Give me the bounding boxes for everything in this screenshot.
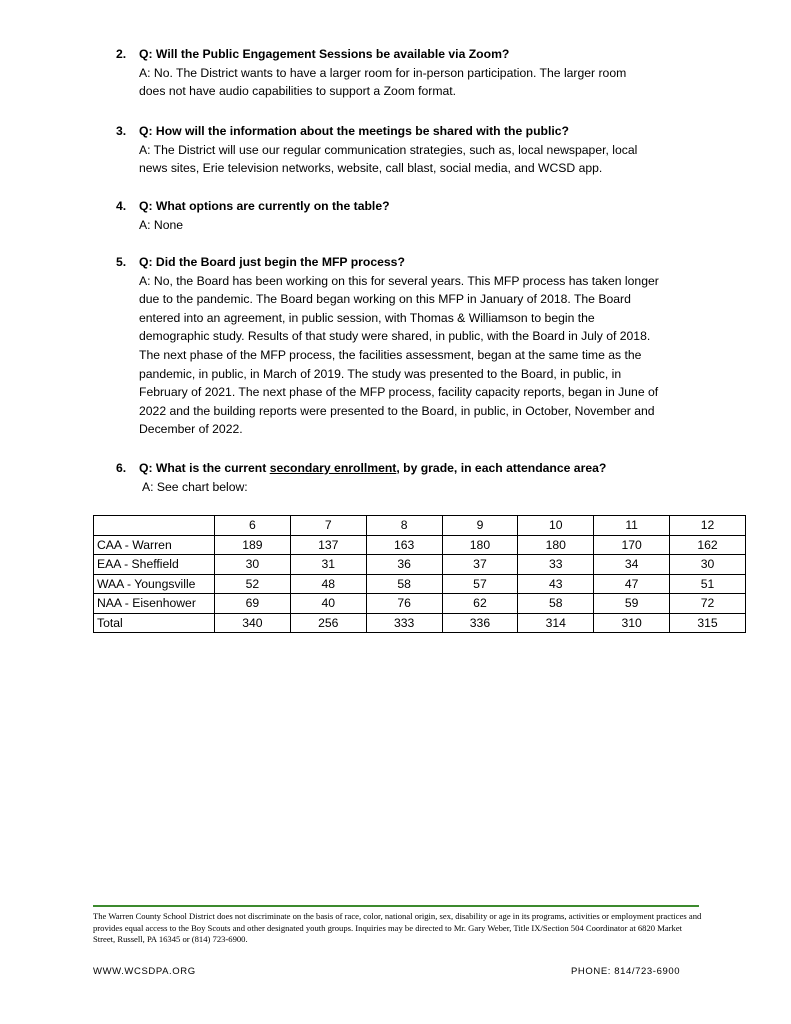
table-header-cell: 9 (442, 516, 518, 536)
table-header-cell: 10 (518, 516, 594, 536)
value-cell: 43 (518, 574, 594, 594)
value-cell: 59 (594, 594, 670, 614)
area-cell: CAA - Warren (94, 535, 215, 555)
area-cell: NAA - Eisenhower (94, 594, 215, 614)
value-cell: 30 (670, 555, 746, 575)
value-cell: 137 (290, 535, 366, 555)
table-row (94, 555, 746, 575)
value-cell: 336 (442, 613, 518, 633)
value-cell: 52 (215, 574, 291, 594)
value-cell: 62 (442, 594, 518, 614)
answer-line: December of 2022. (139, 422, 243, 437)
value-cell: 69 (215, 594, 291, 614)
table-header-cell: 6 (215, 516, 291, 536)
value-cell: 333 (366, 613, 442, 633)
answer-line: pandemic, in public, in March of 2019. The study was presented to the Board, in public, in (139, 366, 622, 381)
value-cell: 58 (366, 574, 442, 594)
value-cell: 256 (290, 613, 366, 633)
question-number: 5. (116, 255, 127, 269)
table-row (94, 594, 746, 614)
value-cell: 72 (670, 594, 746, 614)
table-header-row (94, 516, 746, 536)
value-cell: 340 (215, 613, 291, 633)
value-cell: 31 (290, 555, 366, 575)
value-cell: 162 (670, 535, 746, 555)
question-text: Q: Will the Public Engagement Sessions be available via Zoom? (139, 47, 510, 61)
area-cell: EAA - Sheffield (94, 555, 215, 575)
question-text: Q: Did the Board just begin the MFP process? (139, 255, 405, 269)
answer-text (142, 478, 702, 497)
table-header-cell: 8 (366, 516, 442, 536)
footer-disclaimer: The Warren County School District does not discriminate on the basis of race, color, national origin, sex, disability or age in its programs, activities or employment practices and provides equal access to the Boy Scouts and other designated youth groups. Inquiries may be directed to Mr. Gary Weber, Title IX/Section 504 Coordinator at 6820 Market Street, Russell, PA 16345 or (814) 723-6900. (93, 911, 702, 944)
answer-line: A: See chart below: (142, 479, 248, 494)
question-number: 2. (116, 47, 127, 61)
value-cell: 36 (366, 555, 442, 575)
question-text: Q: How will the information about the meetings be shared with the public? (139, 124, 569, 138)
area-cell: Total (94, 613, 215, 633)
answer-line: A: No, the Board has been working on this for several years. This MFP process has taken longer (139, 273, 659, 288)
table-row (94, 574, 746, 594)
value-cell: 33 (518, 555, 594, 575)
answer-text (139, 141, 699, 178)
value-cell: 51 (670, 574, 746, 594)
answer-line: entered into an agreement, in public session, with Thomas & Williamson to begin the (139, 310, 595, 325)
value-cell: 76 (366, 594, 442, 614)
answer-text (139, 272, 699, 439)
value-cell: 37 (442, 555, 518, 575)
value-cell: 314 (518, 613, 594, 633)
value-cell: 40 (290, 594, 366, 614)
question-text-underlined: secondary enrollment (269, 461, 397, 475)
value-cell: 163 (366, 535, 442, 555)
enrollment-table (93, 515, 746, 633)
answer-line: does not have audio capabilities to support a Zoom format. (139, 84, 457, 99)
value-cell: 180 (442, 535, 518, 555)
footer-website: WWW.WCSDPA.ORG (93, 966, 196, 977)
table-header-cell (94, 516, 215, 536)
qa-item-3 (116, 122, 716, 182)
answer-line: February of 2021. The next phase of the MFP process, facility capacity reports, began in June of (139, 385, 659, 400)
answer-text (139, 64, 699, 101)
table-row (94, 535, 746, 555)
value-cell: 48 (290, 574, 366, 594)
qa-item-6 (116, 459, 716, 499)
value-cell: 47 (594, 574, 670, 594)
question-number: 4. (116, 199, 127, 213)
question-number: 3. (116, 124, 127, 138)
question-text-post: , by grade, in each attendance area? (396, 461, 607, 475)
answer-line: The next phase of the MFP process, the facilities assessment, began at the same time as the (139, 347, 642, 362)
value-cell: 57 (442, 574, 518, 594)
qa-item-4 (116, 197, 716, 237)
value-cell: 170 (594, 535, 670, 555)
area-cell: WAA - Youngsville (94, 574, 215, 594)
footer-phone: PHONE: 814/723-6900 (571, 966, 681, 977)
value-cell: 310 (594, 613, 670, 633)
question-number: 6. (116, 461, 127, 475)
value-cell: 58 (518, 594, 594, 614)
answer-line: A: No. The District wants to have a larger room for in-person participation. The larger room (139, 65, 627, 80)
qa-item-5 (116, 253, 716, 443)
value-cell: 34 (594, 555, 670, 575)
question-text-pre: Q: What is the current (139, 461, 270, 475)
answer-line: 2022 and the building reports were presented to the Board, in public, in October, November and (139, 403, 655, 418)
value-cell: 180 (518, 535, 594, 555)
qa-item-2 (116, 45, 716, 105)
table-header-cell: 7 (290, 516, 366, 536)
answer-line: A: The District will use our regular communication strategies, such as, local newspaper, local (139, 142, 638, 157)
answer-line: A: None (139, 217, 184, 232)
table-header-cell: 11 (594, 516, 670, 536)
table-row-total (94, 613, 746, 633)
question-text (139, 459, 606, 478)
value-cell: 315 (670, 613, 746, 633)
answer-text (139, 216, 699, 235)
answer-line: news sites, Erie television networks, website, call blast, social media, and WCSD app. (139, 161, 603, 176)
answer-line: demographic study. Results of that study were shared, in public, with the Board in July of 2018. (139, 329, 651, 344)
question-text: Q: What options are currently on the table? (139, 199, 390, 213)
answer-line: due to the pandemic. The Board began working on this MFP in January of 2018. The Board (139, 292, 631, 307)
table-header-cell: 12 (670, 516, 746, 536)
footer-divider (93, 905, 699, 907)
value-cell: 189 (215, 535, 291, 555)
value-cell: 30 (215, 555, 291, 575)
